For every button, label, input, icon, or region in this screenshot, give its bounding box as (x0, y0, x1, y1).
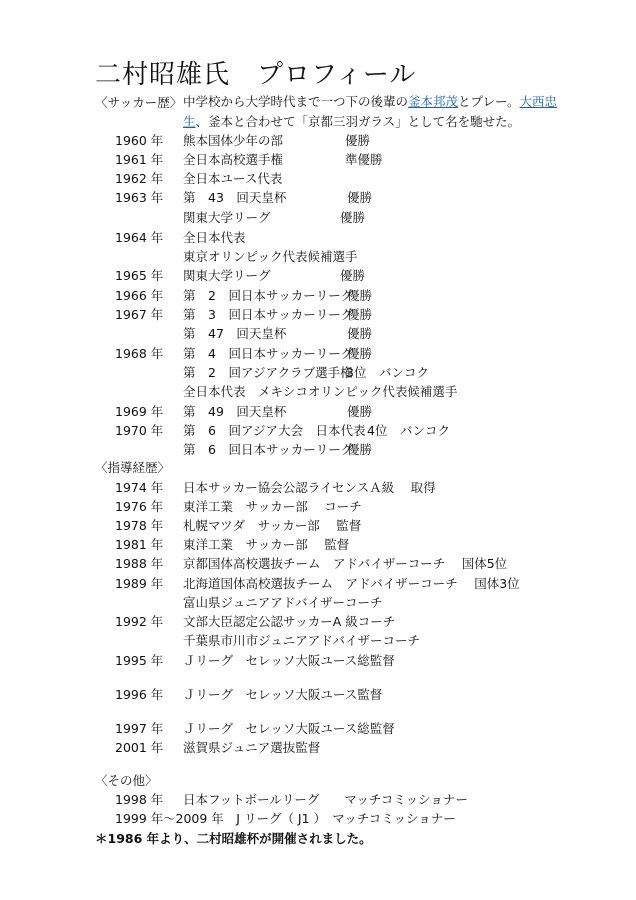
history-event: 関東大学リーグ (183, 268, 271, 283)
coaching-text: 東洋工業 サッカー部 コーチ (183, 499, 362, 514)
history-event: 第 2 回日本サッカーリーグ (183, 288, 354, 303)
history-result: 優勝 (347, 326, 373, 341)
history-event: 関東大学リーグ (183, 210, 271, 225)
history-year: 1969 年 (115, 404, 164, 419)
history-result: 3位 バンコク (346, 365, 429, 380)
history-year: 1967 年 (115, 307, 164, 322)
coaching-text: 京都国体高校選抜チーム アドバイザーコーチ 国体5位 (183, 556, 508, 571)
intro-text: とプレー。 (458, 94, 520, 109)
page-title: 二村昭雄氏 プロフィール (95, 60, 417, 90)
history-result: 優勝 (347, 307, 373, 322)
soccer-intro (183, 92, 563, 132)
coaching-year: 1992 年 (115, 614, 164, 629)
coaching-year: 1995 年 (115, 653, 164, 668)
history-year: 1966 年 (115, 288, 164, 303)
history-result: 優勝 (340, 268, 366, 283)
kamamoto-link[interactable]: 釜本邦茂 (408, 94, 459, 109)
coaching-year: 1996 年 (115, 687, 164, 702)
history-event: 全日本高校選手権 (183, 152, 284, 167)
history-event: 第 3 回日本サッカーリーグ (183, 307, 354, 322)
other-text: 日本フットボールリーグ マッチコミッショナー (183, 792, 468, 807)
coaching-year: 1978 年 (115, 518, 164, 533)
history-result: 優勝 (347, 442, 373, 457)
history-event: 第 6 回アジア大会 日本代表 (183, 423, 366, 438)
history-result: 優勝 (347, 288, 373, 303)
history-event: 第 4 回日本サッカーリーグ (183, 346, 354, 361)
coaching-text: 札幌マツダ サッカー部 監督 (183, 518, 362, 533)
history-result: 優勝 (347, 346, 373, 361)
coaching-text: 千葉県市川市ジュニアアドバイザーコーチ (183, 633, 421, 648)
other-text: ～2009 年 J リーグ（ J1 ） マッチコミッショナー (163, 811, 456, 826)
coaching-text: 滋賀県ジュニア選抜監督 (183, 740, 321, 755)
coaching-year: 1981 年 (115, 537, 164, 552)
history-year: 1970 年 (115, 423, 164, 438)
history-year: 1962 年 (115, 171, 164, 186)
history-result: 優勝 (340, 210, 366, 225)
history-result: 優勝 (347, 404, 373, 419)
history-event: 第 2 回アジアクラブ選手権 (183, 365, 353, 380)
other-year: 1998 年 (115, 792, 164, 807)
history-event: 東京オリンピック代表候補選手 (183, 249, 358, 264)
coaching-text: Ｊリーグ セレッソ大阪ユース総監督 (183, 721, 395, 736)
onishi-link[interactable]: 大西忠生 (183, 94, 558, 129)
history-event: 第 49 回天皇杯 (183, 404, 287, 419)
history-year: 1965 年 (115, 268, 164, 283)
coaching-year: 1989 年 (115, 576, 164, 591)
coaching-text: Ｊリーグ セレッソ大阪ユース監督 (183, 687, 383, 702)
history-result: 優勝 (347, 190, 373, 205)
coaching-text: 富山県ジュニアアドバイザーコーチ (183, 595, 383, 610)
footnote: ＊1986 年より、二村昭雄杯が開催されました。 (95, 831, 372, 846)
coaching-year: 1997 年 (115, 721, 164, 736)
history-event: 第 43 回天皇杯 (183, 190, 287, 205)
history-event: 全日本代表 メキシコオリンピック代表候補選手 (183, 384, 458, 399)
coaching-text: 東洋工業 サッカー部 監督 (183, 537, 350, 552)
history-event: 全日本代表 (183, 230, 246, 245)
coaching-history-heading: 〈指導経歴〉 (95, 460, 171, 475)
coaching-text: 文部大臣認定公認サッカーA 級コーチ (183, 614, 396, 629)
history-year: 1964 年 (115, 230, 164, 245)
history-year: 1968 年 (115, 346, 164, 361)
coaching-text: 日本サッカー協会公認ライセンスＡ級 取得 (183, 480, 436, 495)
history-event: 第 6 回日本サッカーリーグ (183, 442, 354, 457)
history-year: 1960 年 (115, 133, 164, 148)
history-year: 1961 年 (115, 152, 164, 167)
history-year: 1963 年 (115, 190, 164, 205)
soccer-history-heading: 〈サッカー歴〉 (95, 95, 183, 110)
other-heading: 〈その他〉 (95, 773, 158, 788)
other-year: 1999 年 (115, 811, 164, 826)
history-result: 準優勝 (345, 152, 383, 167)
intro-text: 、釜本と合わせて「京都三羽ガラス」として名を馳せた。 (195, 114, 521, 129)
history-result: 4位 バンコク (367, 423, 450, 438)
history-event: 熊本国体少年の部 (183, 133, 284, 148)
coaching-text: Ｊリーグ セレッソ大阪ユース総監督 (183, 653, 395, 668)
history-result: 優勝 (345, 133, 371, 148)
coaching-year: 1976 年 (115, 499, 164, 514)
history-event: 全日本ユース代表 (183, 171, 283, 186)
coaching-year: 1974 年 (115, 480, 164, 495)
coaching-text: 北海道国体高校選抜チーム アドバイザーコーチ 国体3位 (183, 576, 520, 591)
history-event: 第 47 回天皇杯 (183, 326, 287, 341)
coaching-year: 1988 年 (115, 556, 164, 571)
intro-text: 中学校から大学時代まで一つ下の後輩の (183, 94, 409, 109)
coaching-year: 2001 年 (115, 740, 164, 755)
